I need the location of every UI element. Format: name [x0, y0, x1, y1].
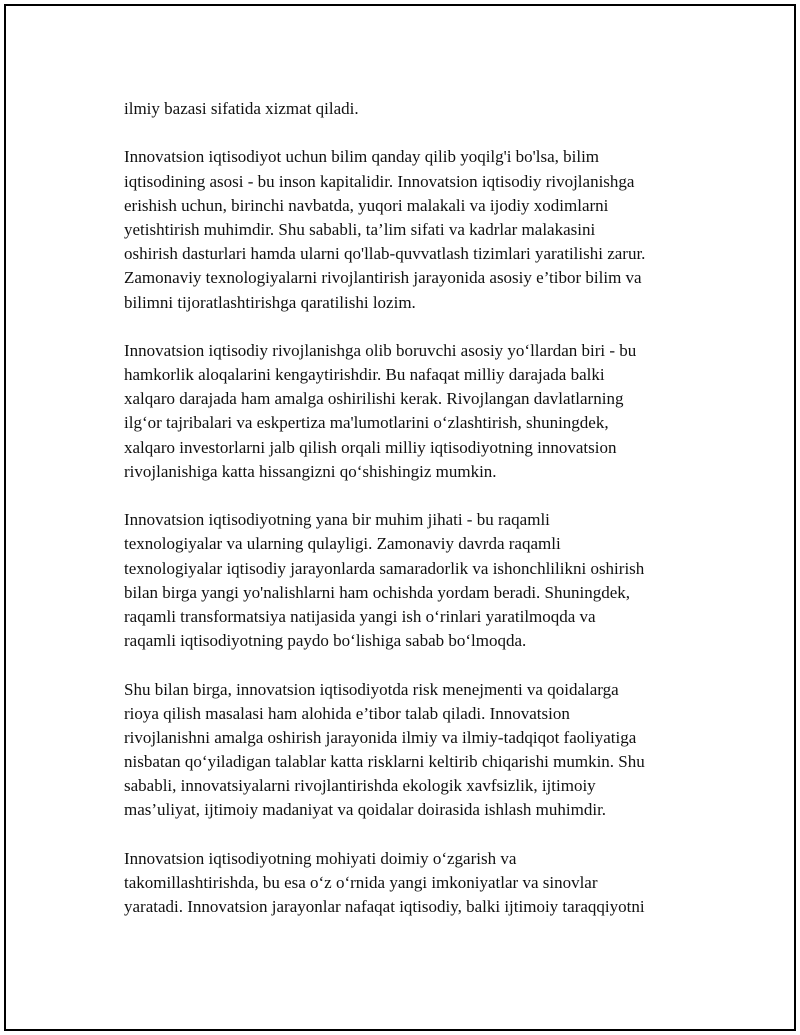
text-line: texnologiyalar va ularning qulayligi. Zamonaviy davrda raqamli — [124, 534, 561, 554]
text-line: Zamonaviy texnologiyalarni rivojlantirish jarayonida asosiy e’tibor bilim va — [124, 268, 642, 288]
text-line: rivojlanishni amalga oshirish jarayonida ilmiy va ilmiy-tadqiqot faoliyatiga — [124, 727, 637, 747]
text-line: yetishtirish muhimdir. Shu sababli, ta’lim sifati va kadrlar malakasini — [124, 219, 596, 239]
text-line: oshirish dasturlari hamda ularni qo'llab-quvvatlash tizimlari yaratilishi zarur. — [124, 244, 646, 264]
text-line: rioya qilish masalasi ham alohida e’tibor talab qiladi. Innovatsion — [124, 703, 570, 723]
paragraph — [124, 508, 704, 653]
paragraph — [124, 847, 704, 920]
page-frame — [4, 4, 796, 1031]
text-line: raqamli iqtisodiyotning paydo bo‘lishiga sabab bo‘lmoqda. — [124, 631, 527, 651]
text-line: Innovatsion iqtisodiy rivojlanishga olib boruvchi asosiy yo‘llardan biri - bu — [124, 340, 637, 360]
text-line: sababli, innovatsiyalarni rivojlantirishda ekologik xavfsizlik, ijtimoiy — [124, 776, 596, 796]
text-line: Innovatsion iqtisodiyotning yana bir muhim jihati - bu raqamli — [124, 510, 550, 530]
text-line: bilan birga yangi yo'nalishlarni ham ochishda yordam beradi. Shuningdek, — [124, 582, 631, 602]
text-line: yaratadi. Innovatsion jarayonlar nafaqat iqtisodiy, balki ijtimoiy taraqqiyotni — [124, 897, 645, 917]
text-line: Innovatsion iqtisodiyotning mohiyati doimiy o‘zgarish va — [124, 848, 517, 868]
text-line: nisbatan qo‘yiladigan talablar katta risklarni keltirib chiqarishi mumkin. Shu — [124, 752, 645, 772]
text-line: xalqaro investorlarni jalb qilish orqali milliy iqtisodiyotning innovatsion — [124, 437, 617, 457]
text-line: xalqaro darajada ham amalga oshirilishi kerak. Rivojlangan davlatlarning — [124, 389, 624, 409]
text-line: ilg‘or tajribalari va eskpertiza ma'lumotlarini o‘zlashtirish, shuningdek, — [124, 413, 609, 433]
text-line: bilimni tijoratlashtirishga qaratilishi lozim. — [124, 292, 416, 312]
text-line: raqamli transformatsiya natijasida yangi ish o‘rinlari yaratilmoqda va — [124, 606, 596, 626]
paragraph — [124, 145, 704, 314]
text-line: hamkorlik aloqalarini kengaytirishdir. Bu nafaqat milliy darajada balki — [124, 365, 605, 385]
paragraph — [124, 97, 704, 121]
text-line: mas’uliyat, ijtimoiy madaniyat va qoidalar doirasida ishlash muhimdir. — [124, 800, 607, 820]
text-line: takomillashtirishda, bu esa o‘z o‘rnida yangi imkoniyatlar va sinovlar — [124, 873, 598, 892]
text-line: texnologiyalar iqtisodiy jarayonlarda samaradorlik va ishonchlilikni oshirish — [124, 558, 645, 578]
paragraph — [124, 678, 704, 823]
text-line: Shu bilan birga, innovatsion iqtisodiyotda risk menejmenti va qoidalarga — [124, 679, 619, 699]
text-line: erishish uchun, birinchi navbatda, yuqori malakali va ijodiy xodimlarni — [124, 195, 609, 215]
document-body — [124, 97, 704, 944]
text-line: Innovatsion iqtisodiyot uchun bilim qanday qilib yoqilg'i bo'lsa, bilim — [124, 147, 600, 167]
text-line: rivojlanishiga katta hissangizni qo‘shishingiz mumkin. — [124, 461, 497, 481]
paragraph — [124, 339, 704, 484]
text-line: ilmiy bazasi sifatida xizmat qiladi. — [124, 99, 359, 118]
text-line: iqtisodining asosi - bu inson kapitalidir. Innovatsion iqtisodiy rivojlanishga — [124, 171, 635, 191]
